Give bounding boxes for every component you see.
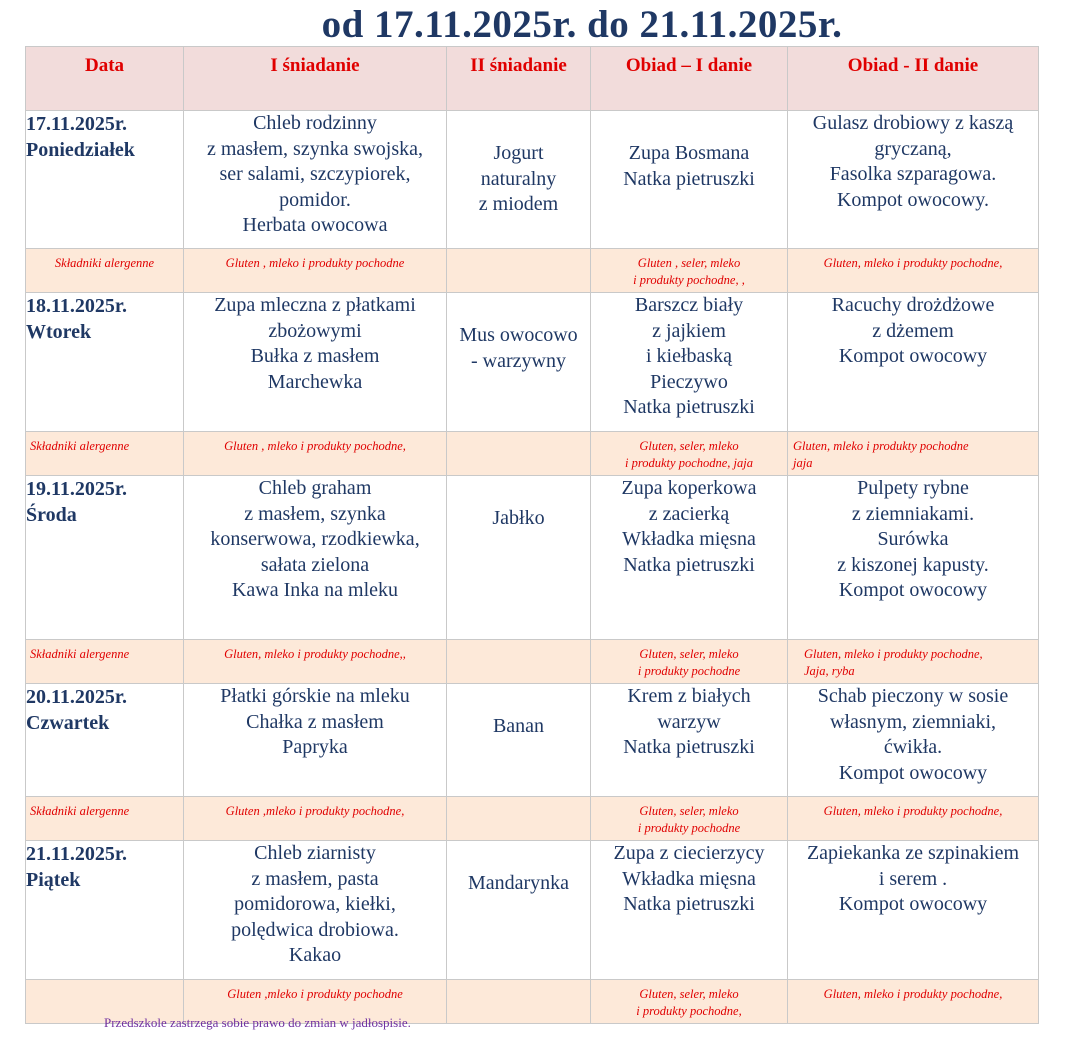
day-date: 19.11.2025r. [26, 478, 127, 500]
day-cell [26, 476, 184, 640]
allergen-row [26, 640, 1039, 684]
allergen-label: Składniki alergenne [26, 432, 184, 476]
allergen-row [26, 432, 1039, 476]
breakfast-2-cell: Mandarynka [447, 841, 591, 980]
allergen-lunch-2: Gluten, mleko i produkty pochodne, [788, 249, 1039, 293]
day-row [26, 476, 1039, 640]
breakfast-1-cell: Chleb graham z masłem, szynka konserwowa, rzodkiewka, sałata zielona Kawa Inka na mleku [184, 476, 447, 640]
breakfast-1-cell: Zupa mleczna z płatkami zbożowymi Bułka z masłem Marchewka [184, 293, 447, 432]
allergen-lunch-2: Gluten, mleko i produkty pochodne, [788, 797, 1039, 841]
allergen-breakfast-1: Gluten ,mleko i produkty pochodne, [184, 797, 447, 841]
header-date: Data [26, 47, 184, 111]
day-row [26, 684, 1039, 797]
allergen-lunch-1: Gluten, seler, mleko i produkty pochodne, jaja [591, 432, 788, 476]
header-row [26, 47, 1039, 111]
allergen-breakfast-2 [447, 980, 591, 1024]
day-weekday: Poniedziałek [26, 139, 135, 161]
breakfast-1-cell: Chleb ziarnisty z masłem, pasta pomidorowa, kiełki, polędwica drobiowa. Kakao [184, 841, 447, 980]
header-breakfast-2: II śniadanie [447, 47, 591, 111]
allergen-lunch-2: Gluten, mleko i produkty pochodne, Jaja, ryba [788, 640, 1039, 684]
breakfast-1-cell: Płatki górskie na mleku Chałka z masłem Papryka [184, 684, 447, 797]
lunch-1-cell: Barszcz biały z jajkiem i kiełbaską Pieczywo Natka pietruszki [591, 293, 788, 432]
lunch-2-cell: Zapiekanka ze szpinakiem i serem . Kompot owocowy [788, 841, 1039, 980]
allergen-lunch-1: Gluten, seler, mleko i produkty pochodne [591, 640, 788, 684]
day-date: 17.11.2025r. [26, 113, 127, 135]
day-cell [26, 293, 184, 432]
breakfast-2-cell: Banan [447, 684, 591, 797]
allergen-lunch-2: Gluten, mleko i produkty pochodne jaja [788, 432, 1039, 476]
allergen-label: Składniki alergenne [26, 640, 184, 684]
lunch-1-cell: Zupa z ciecierzycy Wkładka mięsna Natka pietruszki [591, 841, 788, 980]
page-title: od 17.11.2025r. do 21.11.2025r. [321, 3, 843, 46]
allergen-row [26, 797, 1039, 841]
allergen-lunch-1: Gluten, seler, mleko i produkty pochodne [591, 797, 788, 841]
day-row [26, 293, 1039, 432]
day-weekday: Piątek [26, 869, 81, 891]
allergen-breakfast-2 [447, 249, 591, 293]
day-weekday: Wtorek [26, 321, 92, 343]
lunch-1-cell: Zupa koperkowa z zacierką Wkładka mięsna Natka pietruszki [591, 476, 788, 640]
allergen-breakfast-2 [447, 432, 591, 476]
allergen-breakfast-1: Gluten, mleko i produkty pochodne,, [184, 640, 447, 684]
allergen-lunch-1: Gluten, seler, mleko i produkty pochodne, [591, 980, 788, 1024]
day-weekday: Czwartek [26, 712, 110, 734]
lunch-1-cell: Krem z białych warzyw Natka pietruszki [591, 684, 788, 797]
breakfast-2-cell: Mus owocowo - warzywny [447, 293, 591, 432]
allergen-breakfast-1: Gluten , mleko i produkty pochodne [184, 249, 447, 293]
day-cell [26, 684, 184, 797]
lunch-2-cell: Pulpety rybne z ziemniakami. Surówka z kiszonej kapusty. Kompot owocowy [788, 476, 1039, 640]
day-date: 18.11.2025r. [26, 295, 127, 317]
header-lunch-2: Obiad - II danie [788, 47, 1039, 111]
allergen-breakfast-2 [447, 797, 591, 841]
lunch-2-cell: Racuchy drożdżowe z dżemem Kompot owocowy [788, 293, 1039, 432]
allergen-row [26, 249, 1039, 293]
footer-note: Przedszkole zastrzega sobie prawo do zmian w jadłospisie. [104, 1015, 411, 1030]
day-cell [26, 111, 184, 249]
allergen-label: Składniki alergenne [26, 797, 184, 841]
menu-table [25, 46, 1039, 1024]
day-date: 20.11.2025r. [26, 686, 127, 708]
allergen-lunch-1: Gluten , seler, mleko i produkty pochodne, , [591, 249, 788, 293]
lunch-1-cell: Zupa Bosmana Natka pietruszki [591, 111, 788, 249]
breakfast-1-cell: Chleb rodzinny z masłem, szynka swojska, ser salami, szczypiorek, pomidor. Herbata owocowa [184, 111, 447, 249]
allergen-breakfast-2 [447, 640, 591, 684]
day-row [26, 111, 1039, 249]
lunch-2-cell: Schab pieczony w sosie własnym, ziemniaki, ćwikła. Kompot owocowy [788, 684, 1039, 797]
breakfast-2-cell: Jogurt naturalny z miodem [447, 111, 591, 249]
day-date: 21.11.2025r. [26, 843, 127, 865]
breakfast-2-cell: Jabłko [447, 476, 591, 640]
allergen-breakfast-1: Gluten ,mleko i produkty pochodne [184, 980, 447, 1024]
header-breakfast-1: I śniadanie [184, 47, 447, 111]
day-row [26, 841, 1039, 980]
allergen-label: Składniki alergenne [26, 249, 184, 293]
allergen-breakfast-1: Gluten , mleko i produkty pochodne, [184, 432, 447, 476]
day-weekday: Środa [26, 504, 77, 526]
lunch-2-cell: Gulasz drobiowy z kaszą gryczaną, Fasolka szparagowa. Kompot owocowy. [788, 111, 1039, 249]
day-cell [26, 841, 184, 980]
allergen-lunch-2: Gluten, mleko i produkty pochodne, [788, 980, 1039, 1024]
header-lunch-1: Obiad – I danie [591, 47, 788, 111]
